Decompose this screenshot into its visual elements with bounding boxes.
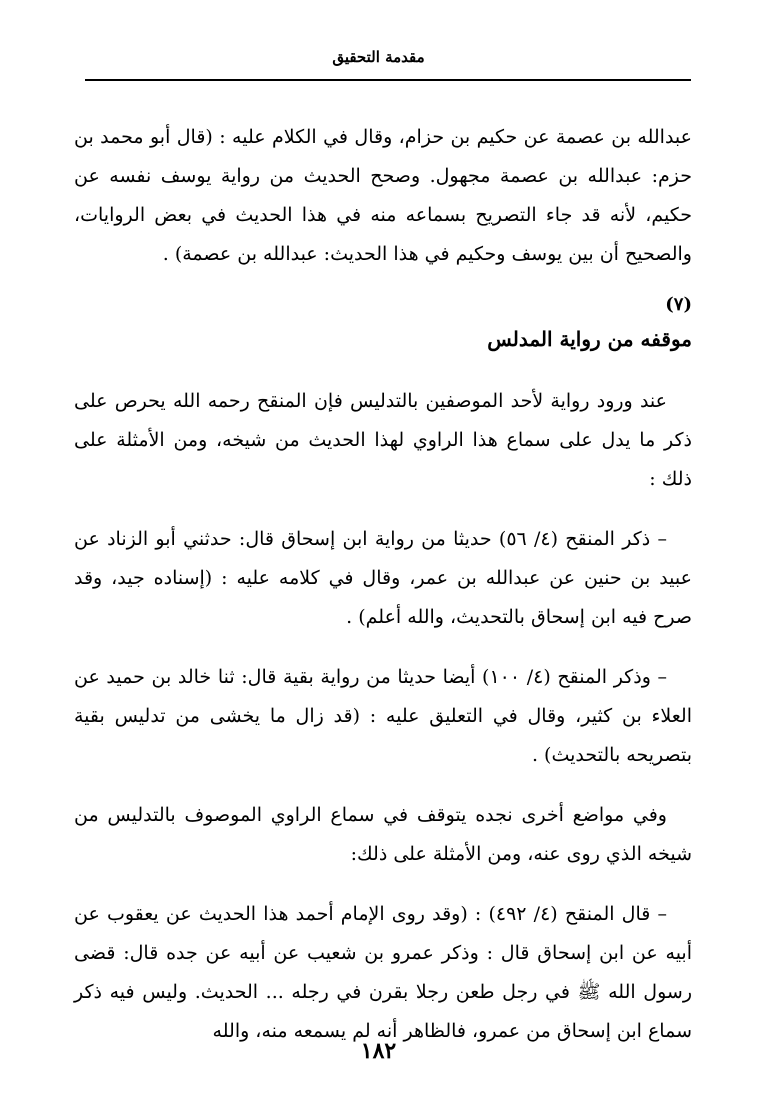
running-header: مقدمة التحقيق: [332, 48, 425, 66]
paragraph-2: عند ورود رواية لأحد الموصفين بالتدليس فإن المنقح رحمه الله يحرص على ذكر ما يدل على سماع هذا الراوي لهذا الحديث من شيخه، ومن الأمثلة على ذلك :: [74, 390, 692, 490]
page-number: ١٨٢: [360, 1038, 397, 1064]
body-text: [74, 118, 692, 1051]
paragraph-4: – وذكر المنقح (٤/ ١٠٠) أيضا حديثا من رواية بقية قال: ثنا خالد بن حميد عن العلاء بن كثير، وقال في التعليق عليه : (قد زال ما يخشى من تدليس بقية بتصريحه بالتحديث) .: [74, 666, 692, 766]
header-rule: [85, 79, 691, 81]
paragraph-6: – قال المنقح (٤/ ٤٩٢) : (وقد روى الإمام أحمد هذا الحديث عن يعقوب عن أبيه عن ابن إسحاق قال : وذكر عمرو بن شعيب عن أبيه عن جده قال: قضى رسول الله ﷺ في رجل طعن رجلا بقرن في رجله ... الحديث. وليس فيه ذكر سماع ابن إسحاق من عمرو، فالظاهر أنه لم يسمعه منه، والله: [74, 903, 692, 1042]
paragraph-5: وفي مواضع أخرى نجده يتوقف في سماع الراوي الموصوف بالتدليس من شيخه الذي روى عنه، ومن الأمثلة على ذلك:: [74, 804, 692, 865]
paragraph-1: عبدالله بن عصمة عن حكيم بن حزام، وقال في الكلام عليه : (قال أبو محمد بن حزم: عبدالله بن عصمة مجهول. وصحح الحديث من رواية يوسف نفسه عن حكيم، لأنه قد جاء التصريح بسماعه منه في هذا الحديث في بعض الروايات، والصحيح أن بين يوسف وحكيم في هذا الحديث: عبدالله بن عصمة) .: [74, 126, 692, 265]
paragraph-3: – ذكر المنقح (٤/ ٥٦) حديثا من رواية ابن إسحاق قال: حدثني أبو الزناد عن عبيد بن حنين عن عبدالله بن عمر، وقال في كلامه عليه : (إسناده جيد، وقد صرح فيه ابن إسحاق بالتحديث، والله أعلم) .: [74, 528, 692, 628]
section-title: موقفه من رواية المدلس: [487, 327, 692, 351]
section-number: (٧): [665, 294, 692, 315]
